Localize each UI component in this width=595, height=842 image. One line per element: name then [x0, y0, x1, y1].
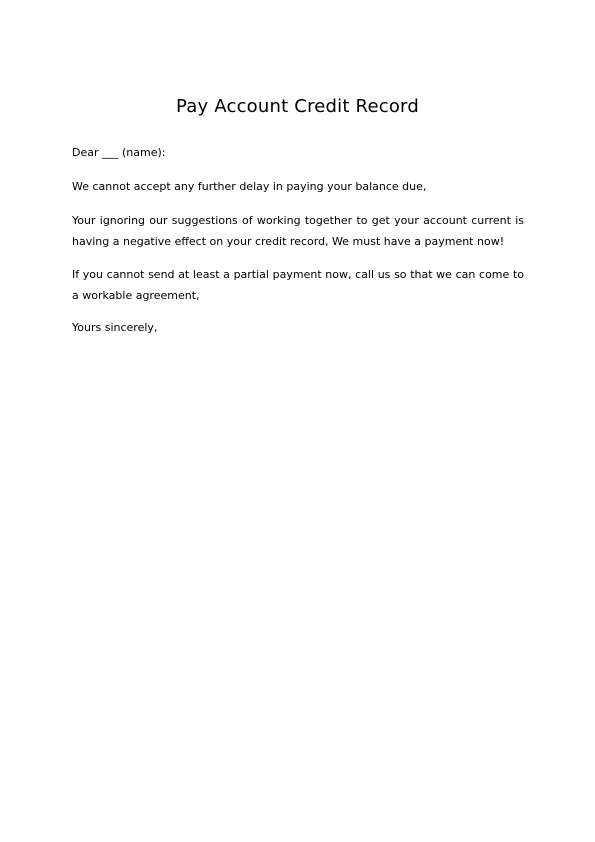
- salutation: Dear ___ (name):: [72, 146, 166, 159]
- paragraph-balance-due: We cannot accept any further delay in paying your balance due,: [72, 180, 427, 193]
- paragraph-partial-payment: If you cannot send at least a partial payment now, call us so that we can come to a workable agreement,: [72, 268, 524, 302]
- paragraph-credit-record: Your ignoring our suggestions of working together to get your account current is having a negative effect on your credit record, We must have a payment now!: [72, 214, 524, 248]
- letter-title: Pay Account Credit Record: [176, 96, 419, 117]
- closing: Yours sincerely,: [72, 321, 158, 334]
